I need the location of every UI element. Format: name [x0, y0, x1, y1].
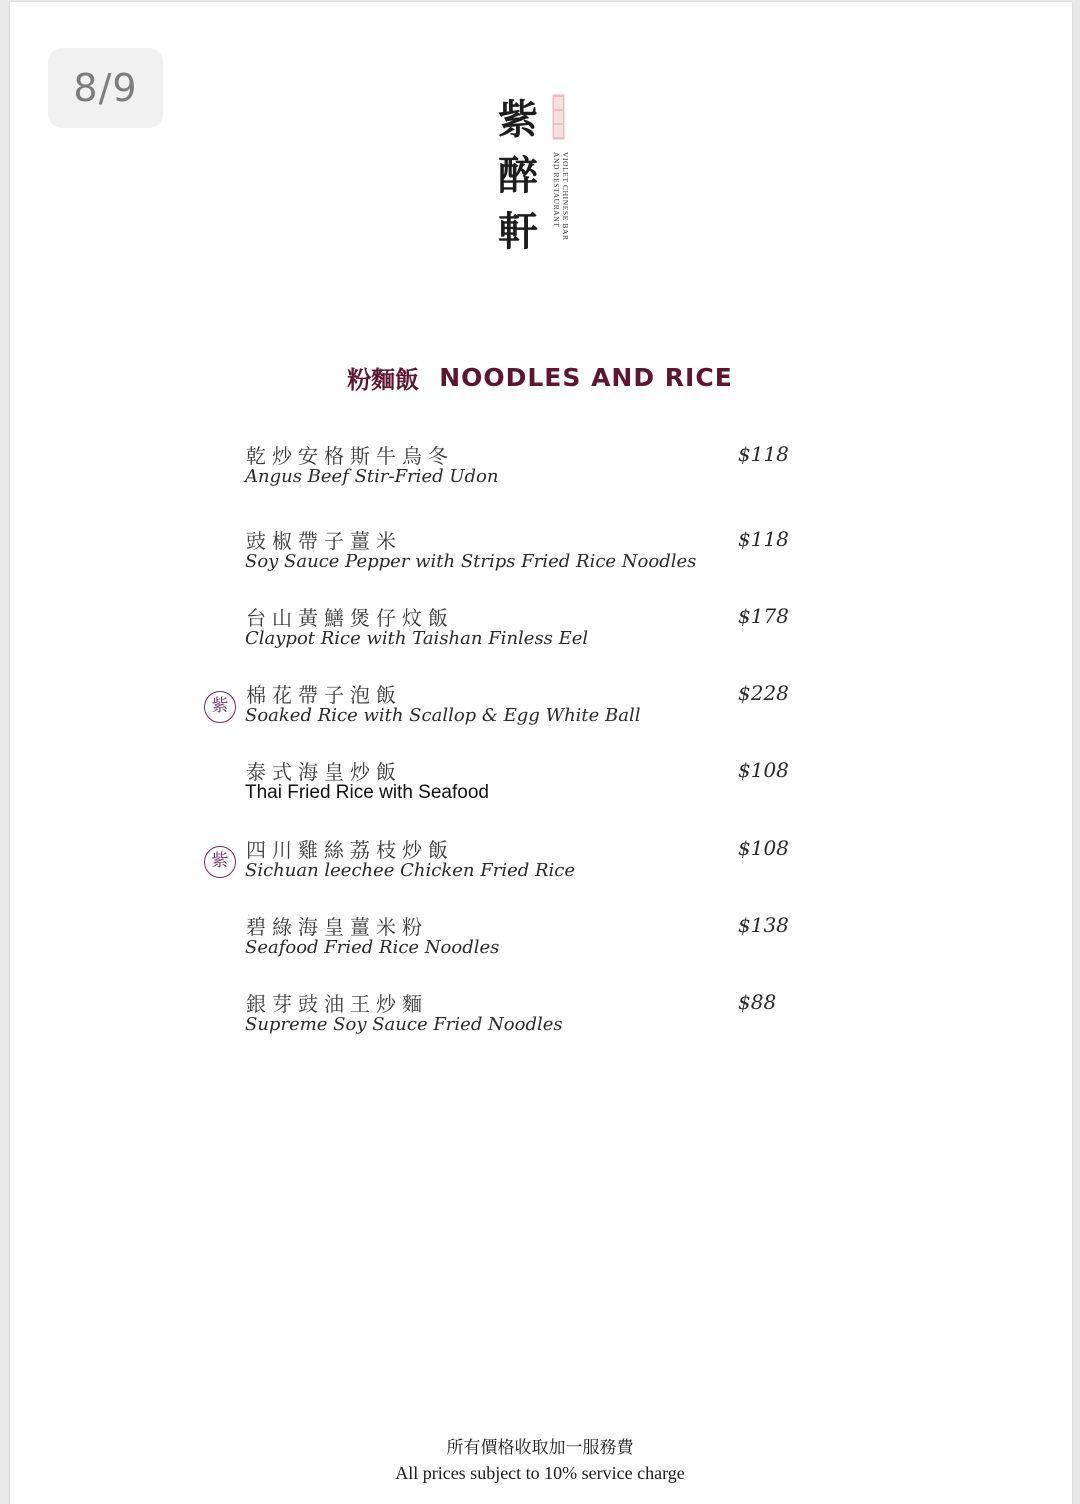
menu-item	[244, 525, 804, 585]
dish-name-en: Thai Fried Rice with Seafood	[245, 782, 489, 803]
dish-price: $228	[738, 681, 789, 705]
dish-price: $108	[738, 836, 789, 860]
restaurant-logo	[494, 92, 574, 267]
logo-chinese-name	[494, 92, 542, 260]
dish-price: $108	[738, 758, 789, 782]
dish-name-zh: 乾炒安格斯牛烏冬	[246, 444, 454, 468]
menu-item	[211, 679, 804, 739]
menu-item	[211, 834, 804, 894]
dish-price: $138	[738, 913, 789, 937]
section-title-en: NOODLES AND RICE	[439, 363, 733, 392]
logo-subtitle-line: VIOLET CHINESE BAR	[561, 152, 570, 241]
dish-name-en: Angus Beef Stir-Fried Udon	[245, 466, 499, 487]
section-title-zh: 粉麵飯	[347, 365, 420, 394]
dish-name-zh: 四川雞絲荔枝炒飯	[246, 838, 454, 862]
menu-item	[244, 440, 804, 500]
dish-price: $178	[738, 604, 789, 628]
section-heading	[0, 360, 1080, 395]
logo-char: 醉	[498, 152, 538, 199]
dish-name-zh: 碧綠海皇薑米粉	[246, 915, 428, 939]
logo-char: 軒	[498, 208, 538, 255]
dish-price: $88	[738, 990, 777, 1014]
page-counter: 8/9	[48, 48, 163, 128]
dish-name-en: Supreme Soy Sauce Fried Noodles	[245, 1014, 563, 1035]
dish-name-en: Sichuan leechee Chicken Fried Rice	[245, 860, 576, 881]
logo-english-name	[550, 152, 570, 262]
dish-price: $118	[738, 527, 789, 551]
seal-stamp-icon	[552, 94, 565, 140]
dish-name-zh: 泰式海皇炒飯	[246, 760, 402, 784]
menu-item	[244, 756, 804, 816]
dish-name-en: Claypot Rice with Taishan Finless Eel	[245, 628, 589, 649]
dish-name-en: Seafood Fried Rice Noodles	[245, 937, 500, 958]
dish-name-en: Soy Sauce Pepper with Strips Fried Rice Noodles	[245, 551, 697, 572]
dish-name-zh: 豉椒帶子薑米	[246, 529, 402, 553]
signature-dish-badge: 紫	[204, 846, 236, 878]
menu-item	[244, 602, 804, 662]
service-charge-note	[0, 1436, 1080, 1486]
dish-name-en: Soaked Rice with Scallop & Egg White Ball	[245, 705, 641, 726]
dish-price: $118	[738, 442, 789, 466]
service-charge-note-en: All prices subject to 10% service charge	[395, 1463, 685, 1483]
dish-name-zh: 銀芽豉油王炒麵	[246, 992, 428, 1016]
signature-dish-badge: 紫	[204, 691, 236, 723]
menu-item	[244, 988, 804, 1048]
dish-name-zh: 棉花帶子泡飯	[246, 683, 402, 707]
menu-item	[244, 911, 804, 971]
logo-subtitle-line: AND RESTAURANT	[552, 152, 561, 228]
logo-char: 紫	[498, 96, 538, 143]
dish-name-zh: 台山黃鱔煲仔炆飯	[246, 606, 454, 630]
service-charge-note-zh: 所有價格收取加一服務費	[446, 1438, 634, 1458]
